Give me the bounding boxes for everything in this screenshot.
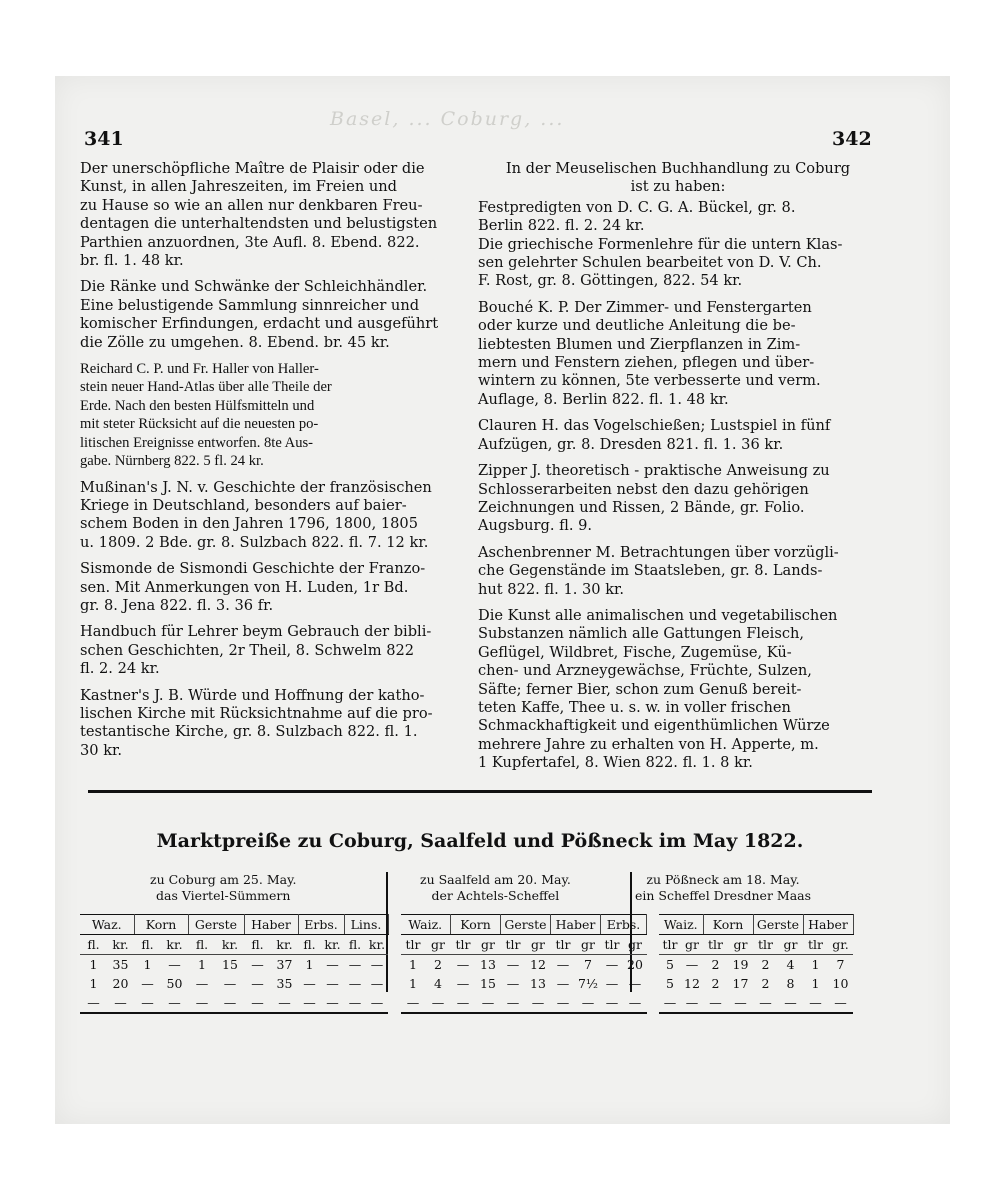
price-cell: — [107, 993, 134, 1013]
entry-line: 1 Kupfertafel, 8. Wien 822. fl. 1. 8 kr. [478, 754, 753, 772]
price-cell: — [456, 976, 470, 991]
grain-header: Haber [803, 915, 853, 935]
location-poessneck: zu Pößneck am 18. May. ein Scheffel Dresdner Maas [635, 872, 812, 903]
price-cell: — [188, 993, 216, 1013]
price-cell: — [348, 957, 362, 972]
price-cell: — [828, 993, 853, 1013]
entry-line: zu Hause so wie an allen nur denkbaren Freu- [80, 196, 423, 214]
price-cell: — [451, 993, 476, 1013]
entry-line: die Zölle zu umgehen. 8. Ebend. br. 45 kr. [80, 333, 390, 351]
entry-line: Eine belustigende Sammlung sinnreicher und [80, 296, 420, 314]
price-cell: 15 [222, 957, 238, 972]
entry-line: Säfte; ferner Bier, schon zum Genuß bereit- [478, 680, 802, 698]
price-cell: — [303, 976, 316, 991]
price-cell: 1 [409, 957, 417, 972]
entry-line: Aufzügen, gr. 8. Dresden 821. fl. 1. 36 kr. [478, 435, 784, 453]
entry-line: sen. Mit Anmerkungen von H. Luden, 1r Bd. [80, 578, 409, 596]
entry-line: Berlin 822. fl. 2. 24 kr. [478, 217, 645, 235]
price-cell: — [476, 993, 501, 1013]
unit-label: tlr [551, 935, 576, 955]
price-cell: — [168, 957, 181, 972]
entry-line: Mußinan's J. N. v. Geschichte der französischen [80, 478, 432, 496]
price-grid [80, 914, 854, 1014]
entry-line: schen Geschichten, 2r Theil, 8. Schwelm 822 [80, 641, 415, 659]
price-cell: — [216, 993, 244, 1013]
price-cell: — [506, 976, 520, 991]
unit-label: fl. [298, 935, 321, 955]
market-title: Marktpreiße zu Coburg, Saalfeld und Pößneck im May 1822. [156, 830, 804, 852]
price-cell: — [681, 993, 703, 1013]
price-row [80, 955, 853, 975]
entry-line: hut 822. fl. 1. 30 kr. [478, 580, 625, 598]
unit-label: tlr [451, 935, 476, 955]
unit-label: tlr [803, 935, 828, 955]
price-cell: — [271, 993, 298, 1013]
entry-line: Kriege in Deutschland, besonders auf baier- [80, 496, 407, 514]
entry-line: 30 kr. [80, 741, 123, 759]
unit-label: kr. [366, 935, 388, 955]
entry-line: Parthien anzuordnen, 3te Aufl. 8. Ebend. 822. [80, 233, 420, 251]
entry-line: liebtesten Blumen und Zierpflanzen in Zim- [478, 335, 801, 353]
entry-line: mit steter Rücksicht auf die neuesten po- [80, 416, 319, 433]
price-cell: 7½ [577, 976, 599, 991]
price-cell: — [778, 993, 803, 1013]
price-cell: 50 [166, 976, 183, 991]
unit-label: gr [426, 935, 451, 955]
entry-line: sen gelehrter Schulen bearbeitet von D. V. Ch. [478, 254, 822, 272]
entry-line: litischen Ereignisse entworfen. 8te Aus- [80, 434, 314, 451]
entry-line: lischen Kirche mit Rücksichtnahme auf die pro- [80, 704, 433, 722]
unit-label: gr [526, 935, 551, 955]
price-cell: — [426, 993, 451, 1013]
entry-line: F. Rost, gr. 8. Göttingen, 822. 54 kr. [478, 272, 743, 290]
book-entry [478, 417, 878, 454]
left-page-number: 341 [84, 128, 124, 150]
price-cell: 1 [143, 957, 152, 972]
entry-line: mehrere Jahre zu erhalten von H. Apperte, m. [478, 735, 819, 753]
entry-line: Clauren H. das Vogelschießen; Lustspiel in fünf [478, 417, 831, 435]
price-cell: 1 [305, 957, 314, 972]
entry-line: Erde. Nach den besten Hülfsmitteln und [80, 397, 315, 414]
price-cell: — [195, 976, 209, 991]
price-cell: 4 [434, 976, 442, 991]
price-cell: — [223, 976, 237, 991]
book-entry [80, 687, 460, 761]
price-cell: 20 [627, 957, 643, 972]
price-cell: — [628, 976, 642, 991]
unit-label: tlr [401, 935, 426, 955]
entry-line: Aschenbrenner M. Betrachtungen über vorzügli- [478, 543, 839, 561]
entry-line: mern und Fenstern ziehen, pflegen und über- [478, 354, 815, 372]
unit-label: gr [576, 935, 601, 955]
unit-label: gr [624, 935, 647, 955]
price-cell: — [244, 993, 271, 1013]
price-cell: — [251, 957, 264, 972]
price-cell: — [348, 976, 362, 991]
price-cell: — [526, 993, 551, 1013]
book-entry [478, 607, 878, 773]
book-entry [478, 544, 878, 599]
price-cell: 1 [811, 976, 820, 991]
entry-line: stein neuer Hand-Atlas über alle Theile der [80, 379, 332, 396]
price-cell: — [506, 957, 520, 972]
price-cell: 10 [832, 976, 849, 991]
price-cell: — [456, 957, 470, 972]
price-cell: 1 [811, 957, 820, 972]
entry-line: oder kurze und deutliche Anleitung die be- [478, 317, 796, 335]
price-cell: — [321, 993, 344, 1013]
unit-label: gr. [828, 935, 853, 955]
left-column [80, 160, 460, 768]
entry-line: schem Boden in den Jahren 1796, 1800, 1805 [80, 515, 419, 533]
entry-line: Augsburg. fl. 9. [478, 517, 593, 535]
price-cell: — [576, 993, 601, 1013]
entry-line: gabe. Nürnberg 822. 5 fl. 24 kr. [80, 453, 264, 470]
unit-label: fl. [244, 935, 271, 955]
price-cell: 1 [198, 957, 206, 972]
unit-label: kr. [161, 935, 188, 955]
unit-label: tlr [601, 935, 624, 955]
price-row [80, 974, 853, 993]
price-cell: — [551, 993, 576, 1013]
price-cell: 37 [276, 957, 293, 972]
grain-header: Haber [551, 915, 601, 935]
unit-label: gr [778, 935, 803, 955]
entry-line: Substanzen nämlich alle Gattungen Fleisch, [478, 625, 805, 643]
grain-header: Lins. [344, 915, 388, 935]
price-cell: — [501, 993, 526, 1013]
unit-label: kr. [216, 935, 244, 955]
unit-label: fl. [188, 935, 216, 955]
entry-line: Die griechische Formenlehre für die untern Klas- [478, 235, 843, 253]
grain-header: Gerste [188, 915, 244, 935]
price-cell: — [298, 993, 321, 1013]
book-entry [478, 299, 878, 409]
entry-line: dentagen die unterhaltendsten und belustigsten [80, 215, 438, 233]
price-cell: 7 [584, 957, 592, 972]
entry-line: chen- und Arzneygewächse, Früchte, Sulzen, [478, 662, 812, 680]
entry-line: Der unerschöpfliche Maître de Plaisir oder die [80, 160, 425, 177]
grain-header: Erbs. [298, 915, 344, 935]
entry-line: Zeichnungen und Rissen, 2 Bände, gr. Folio. [478, 498, 805, 516]
bookshop-heading-line1: In der Meuselischen Buchhandlung zu Coburg [505, 160, 851, 177]
entry-line: Sismonde de Sismondi Geschichte der Franzo- [80, 560, 426, 578]
price-cell: — [141, 976, 154, 991]
book-entry [80, 479, 460, 553]
entry-line: Schlosserarbeiten nebst den dazu gehörigen [478, 480, 809, 498]
price-cell: 1 [409, 976, 417, 991]
price-cell: 12 [684, 976, 700, 991]
entry-line: fl. 2. 24 kr. [80, 660, 160, 678]
price-cell: 1 [89, 976, 98, 991]
price-cell: — [703, 993, 728, 1013]
price-cell: 5 [666, 976, 674, 991]
price-cell: 7 [836, 957, 845, 972]
grain-header: Haber [244, 915, 298, 935]
entry-line: Festpredigten von D. C. G. A. Bückel, gr. 8. [478, 198, 796, 216]
entry-line: Auflage, 8. Berlin 822. fl. 1. 48 kr. [478, 390, 729, 408]
right-entries [478, 199, 878, 773]
price-cell: — [728, 993, 753, 1013]
entry-line: Kastner's J. B. Würde und Hoffnung der katho- [80, 686, 425, 704]
price-cell: — [556, 957, 570, 972]
grain-header: Korn [703, 915, 753, 935]
unit-label: kr. [271, 935, 298, 955]
entry-line: teten Kaffe, Thee u. s. w. in voller frischen [478, 698, 791, 716]
price-cell: — [601, 993, 624, 1013]
unit-label: kr. [107, 935, 134, 955]
price-cell: — [326, 957, 339, 972]
unit-label: fl. [134, 935, 161, 955]
book-entry [80, 278, 460, 352]
price-cell: — [80, 993, 107, 1013]
right-page-number: 342 [832, 128, 872, 150]
book-entry [80, 160, 460, 270]
price-cell: — [401, 993, 426, 1013]
price-cell: — [556, 976, 570, 991]
entry-line: che Gegenstände im Staatsleben, gr. 8. Lands- [478, 562, 823, 580]
unit-label: fl. [80, 935, 107, 955]
unit-label: fl. [344, 935, 366, 955]
unit-label: tlr [501, 935, 526, 955]
grain-header: Erbs. [601, 915, 647, 935]
entry-line: Kunst, in allen Jahreszeiten, im Freien und [80, 178, 398, 196]
price-cell: 4 [786, 957, 795, 972]
price-cell: — [366, 993, 388, 1013]
price-cell: 2 [711, 957, 720, 972]
book-entry [478, 462, 878, 536]
price-cell: — [344, 993, 366, 1013]
entry-line: wintern zu können, 5te verbesserte und verm. [478, 372, 821, 390]
entry-line: testantische Kirche, gr. 8. Sulzbach 822. fl. 1. [80, 723, 418, 741]
price-cell: — [326, 976, 339, 991]
price-cell: 2 [711, 976, 720, 991]
price-cell: — [803, 993, 828, 1013]
unit-label: gr [476, 935, 501, 955]
price-cell: 2 [761, 957, 770, 972]
unit-label: gr [681, 935, 703, 955]
grain-header: Korn [134, 915, 188, 935]
price-cell: — [605, 976, 619, 991]
entry-line: Die Ränke und Schwänke der Schleichhändler. [80, 278, 428, 296]
price-cell: 35 [276, 976, 293, 991]
unit-label: kr. [321, 935, 344, 955]
grain-header: Waz. [80, 915, 134, 935]
price-cell: — [161, 993, 188, 1013]
price-cell: — [605, 957, 619, 972]
book-entry [80, 360, 460, 470]
entry-line: komischer Erfindungen, erdacht und ausgeführt [80, 315, 439, 333]
section-divider [88, 790, 872, 793]
price-cell: 5 [666, 957, 674, 972]
entry-line: gr. 8. Jena 822. fl. 3. 36 fr. [80, 596, 274, 614]
entry-line: Geflügel, Wildbret, Fische, Zugemüse, Kü- [478, 643, 792, 661]
grain-header: Waiz. [401, 915, 451, 935]
price-cell: — [370, 976, 384, 991]
book-entry [478, 199, 878, 291]
price-cell: 20 [112, 976, 129, 991]
price-cell: 2 [761, 976, 770, 991]
grain-header: Waiz. [659, 915, 703, 935]
entry-line: Reichard C. P. und Fr. Haller von Haller- [80, 361, 319, 378]
price-cell: 13 [530, 976, 546, 991]
entry-line: u. 1809. 2 Bde. gr. 8. Sulzbach 822. fl. 7. 12 kr. [80, 533, 429, 551]
price-cell: 2 [434, 957, 442, 972]
unit-label: gr [728, 935, 753, 955]
entry-line: Handbuch für Lehrer beym Gebrauch der bibli- [80, 623, 432, 641]
price-cell: 1 [89, 957, 98, 972]
price-cell: 13 [480, 957, 496, 972]
grain-header: Korn [451, 915, 501, 935]
entry-line: Bouché K. P. Der Zimmer- und Fenstergarten [478, 298, 812, 316]
book-entry [80, 623, 460, 678]
right-column [478, 160, 878, 781]
grain-header: Gerste [753, 915, 803, 935]
entry-line: br. fl. 1. 48 kr. [80, 252, 184, 270]
price-cell: — [134, 993, 161, 1013]
price-cell: 35 [112, 957, 129, 972]
price-cell: 15 [480, 976, 496, 991]
price-cell: — [370, 957, 384, 972]
price-cell: 8 [786, 976, 795, 991]
bookshop-heading-line2: ist zu haben: [630, 178, 726, 196]
location-saalfeld: zu Saalfeld am 20. May. der Achtels-Scheffel [420, 872, 571, 903]
price-cell: — [659, 993, 681, 1013]
entry-line: Die Kunst alle animalischen und vegetabilischen [478, 606, 838, 624]
price-cell: — [251, 976, 264, 991]
price-cell: — [685, 957, 699, 972]
bleed-through-text: Basel, ... Coburg, ... [330, 108, 565, 130]
price-cell: 17 [732, 976, 749, 991]
unit-label: tlr [703, 935, 728, 955]
price-cell: 12 [530, 957, 546, 972]
unit-label: tlr [659, 935, 681, 955]
price-cell: — [753, 993, 778, 1013]
price-cell: — [624, 993, 647, 1013]
price-cell: 19 [732, 957, 749, 972]
grain-header: Gerste [501, 915, 551, 935]
price-row [80, 993, 853, 1013]
book-entry [80, 560, 460, 615]
entry-line: Schmackhaftigkeit und eigenthümlichen Würze [478, 717, 830, 735]
unit-label: tlr [753, 935, 778, 955]
entry-line: Zipper J. theoretisch - praktische Anweisung zu [478, 462, 830, 480]
location-coburg: zu Coburg am 25. May. das Viertel-Sümmern [150, 872, 297, 903]
